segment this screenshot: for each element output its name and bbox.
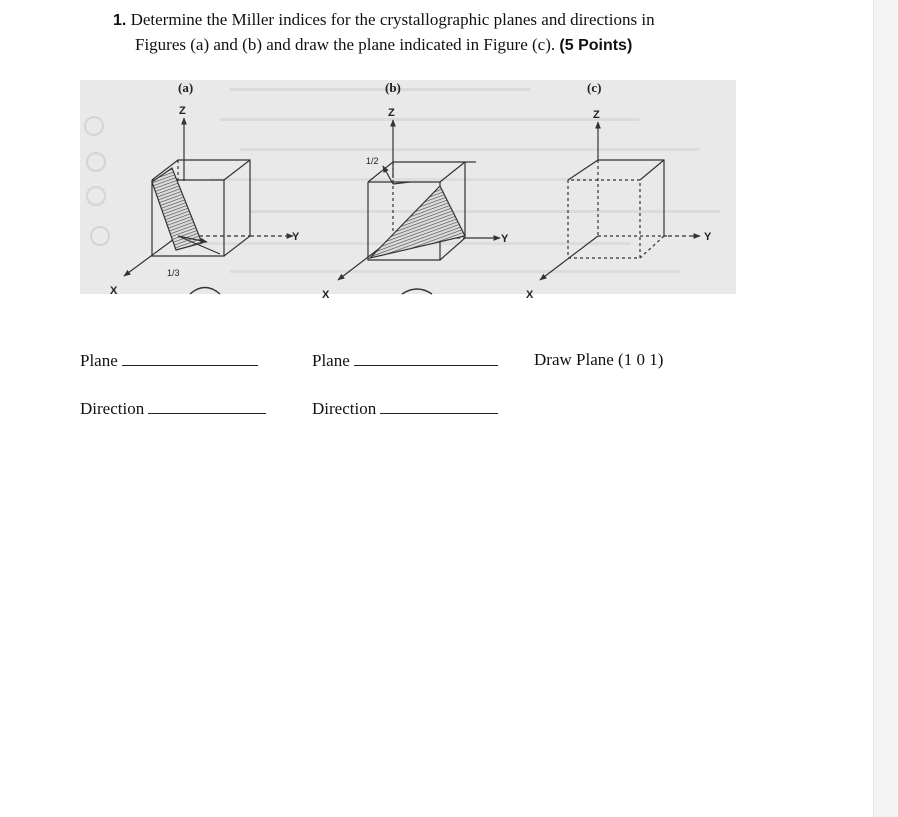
direction-b-answer [312, 397, 498, 420]
question-line-1 [113, 8, 733, 33]
plane-a-answer [80, 349, 258, 372]
panel-b-z-label: Z [388, 107, 395, 119]
panel-b-label: (b) [385, 80, 401, 95]
figure-svg [80, 78, 736, 301]
crystallography-figure [80, 78, 736, 301]
plane-a-blank[interactable] [122, 349, 258, 366]
panel-b-intercept-label: 1/2 [366, 156, 379, 166]
panel-a-y-label: Y [292, 231, 300, 243]
plane-a-label: Plane [80, 351, 118, 370]
draw-plane-c-label: Draw Plane (1 0 1) [534, 350, 664, 369]
question-line-2 [113, 33, 733, 58]
question-line-1-text: Determine the Miller indices for the crystallographic planes and directions in [130, 10, 655, 29]
direction-a-blank[interactable] [148, 397, 266, 414]
panel-a-z-label: Z [179, 105, 186, 117]
direction-a-label: Direction [80, 399, 145, 418]
panel-c-x-label: X [526, 289, 534, 301]
plane-b-answer [312, 349, 498, 372]
draw-plane-c-prompt [534, 349, 663, 371]
panel-c-y-label: Y [704, 231, 712, 243]
panel-c-z-label: Z [593, 109, 600, 121]
question-line-2-text: Figures (a) and (b) and draw the plane indicated in Figure (c). [135, 35, 556, 54]
direction-b-label: Direction [312, 399, 377, 418]
panel-b-x-label: X [322, 289, 330, 301]
right-gutter [873, 0, 898, 817]
plane-b-blank[interactable] [354, 349, 498, 366]
panel-c-label: (c) [587, 80, 602, 95]
question-text [113, 8, 733, 58]
question-number: 1. [113, 12, 127, 29]
direction-b-blank[interactable] [380, 397, 498, 414]
plane-b-label: Plane [312, 351, 350, 370]
panel-b-y-label: Y [501, 233, 509, 245]
panel-a-label: (a) [178, 80, 194, 95]
points-label: (5 Points) [559, 37, 633, 54]
direction-a-answer [80, 397, 266, 420]
panel-a-x-label: X [110, 285, 118, 297]
panel-a-intercept-label: 1/3 [167, 268, 180, 278]
